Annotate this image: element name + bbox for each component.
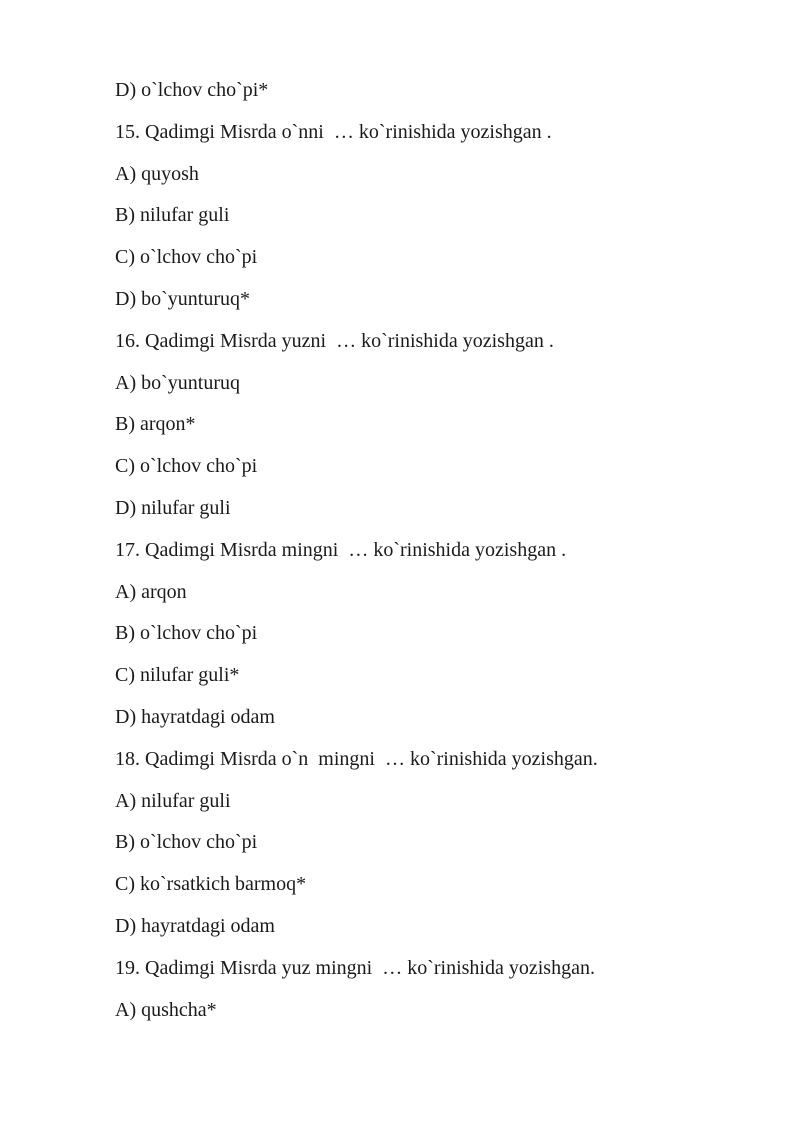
question-text: 16. Qadimgi Misrda yuzni … ko`rinishida yozishgan . <box>115 329 554 352</box>
answer-option: A) qushcha* <box>115 998 217 1021</box>
answer-option: C) nilufar guli* <box>115 664 240 687</box>
answer-option: A) nilufar guli <box>115 789 231 812</box>
answer-option: D) o`lchov cho`pi* <box>115 79 269 101</box>
question-text: 15. Qadimgi Misrda o`nni … ko`rinishida yozishgan . <box>115 120 552 143</box>
answer-option: D) hayratdagi odam <box>115 705 275 728</box>
answer-option: D) nilufar guli <box>115 496 231 519</box>
document-body <box>115 76 755 1037</box>
answer-option: B) nilufar guli <box>115 204 230 227</box>
answer-option: C) o`lchov cho`pi <box>115 455 258 478</box>
answer-option: A) bo`yunturuq <box>115 371 240 394</box>
answer-option: A) arqon <box>115 580 187 603</box>
answer-option: A) quyosh <box>115 162 199 185</box>
question-text: 19. Qadimgi Misrda yuz mingni … ko`rinishida yozishgan. <box>115 956 595 979</box>
answer-option: C) o`lchov cho`pi <box>115 246 258 269</box>
answer-option: B) o`lchov cho`pi <box>115 831 258 854</box>
answer-option: B) arqon* <box>115 413 196 436</box>
answer-option: B) o`lchov cho`pi <box>115 622 258 645</box>
answer-option: D) hayratdagi odam <box>115 914 275 937</box>
question-text: 17. Qadimgi Misrda mingni … ko`rinishida yozishgan . <box>115 538 567 561</box>
answer-option: D) bo`yunturuq* <box>115 287 250 310</box>
question-text: 18. Qadimgi Misrda o`n mingni … ko`rinishida yozishgan. <box>115 747 598 770</box>
answer-option: C) ko`rsatkich barmoq* <box>115 873 307 896</box>
